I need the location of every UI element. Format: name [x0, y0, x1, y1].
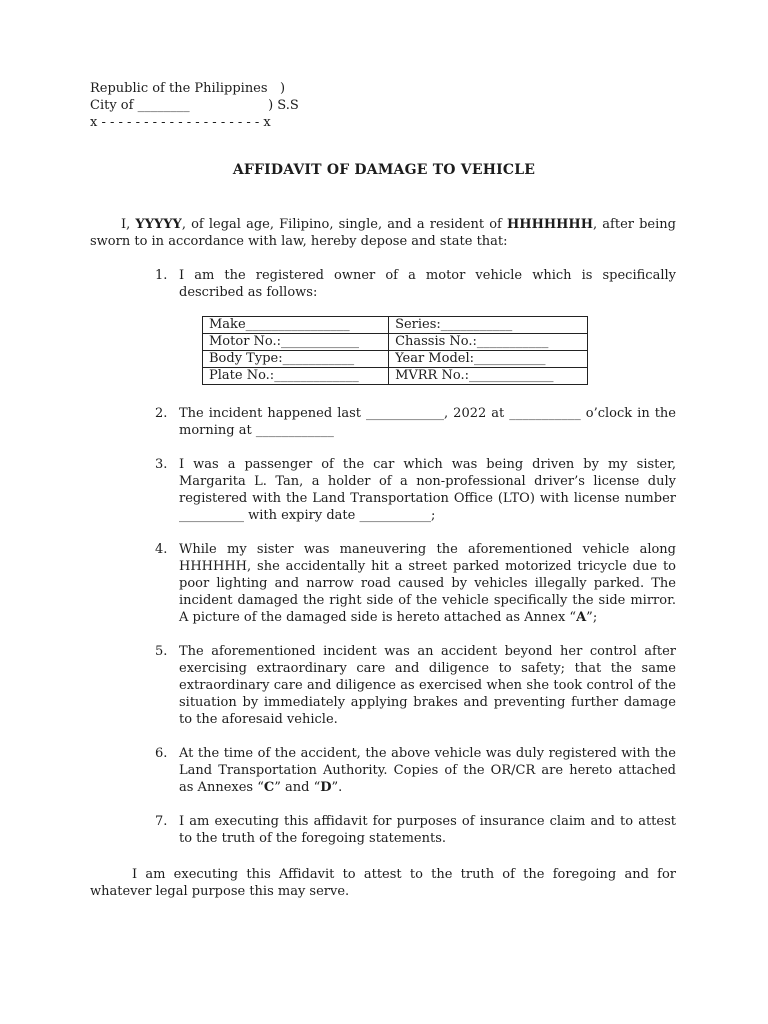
spacer — [155, 796, 676, 813]
closing-paragraph — [90, 866, 676, 900]
item-text: ” and “ — [274, 780, 321, 795]
item-text: I am the registered owner of a motor vehicle which is specifically described as follows: — [179, 268, 676, 300]
venue-separator: x - - - - - - - - - - - - - - - - - - - x — [90, 115, 271, 130]
item-number: 6. — [155, 746, 168, 761]
table-cell: MVRR No.:_____________ — [389, 368, 588, 385]
spacer — [155, 524, 676, 541]
annex-label: A — [576, 610, 587, 625]
intro-text: , after being sworn to in accordance with law, hereby depose and state that: — [90, 217, 676, 249]
venue-caption — [90, 80, 299, 131]
item-text: While my sister was maneuvering the aforementioned vehicle along HHHHHH, she accidentally hit a street parked motorized tricycle due to poor lighting and narrow road caused by vehicles illegally parked. The incident damaged the right side of the vehicle specifically the side mirror. A picture of the damaged side is hereto attached as Annex “ — [179, 542, 676, 625]
closing-text: I am executing this Affidavit to attest to the truth of the foregoing and for whatever legal purpose this may serve. — [90, 867, 676, 899]
table-row — [203, 334, 588, 351]
intro-paragraph — [90, 216, 676, 250]
vehicle-details-table — [202, 316, 588, 385]
spacer — [155, 439, 676, 456]
spacer — [155, 626, 676, 643]
item-text: I am executing this affidavit for purposes of insurance claim and to attest to the truth of the foregoing statements. — [179, 814, 676, 846]
item-number: 3. — [155, 457, 168, 472]
spacer — [155, 728, 676, 745]
table-cell: Chassis No.:___________ — [389, 334, 588, 351]
item-text: The aforementioned incident was an accident beyond her control after exercising extraordinary care and diligence to safety; that the same extraordinary care and diligence as exercised when she took control of the situation by immediately applying brakes and preventing further damage to the aforesaid vehicle. — [179, 644, 676, 727]
item-number: 1. — [155, 268, 168, 283]
annex-label: D — [320, 780, 332, 795]
intro-text: , of legal age, Filipino, single, and a resident of — [181, 217, 508, 232]
annex-label: C — [263, 780, 275, 795]
item-number: 2. — [155, 406, 168, 421]
table-cell: Series:___________ — [389, 317, 588, 334]
table-cell: Year Model:___________ — [389, 351, 588, 368]
table-cell: Plate No.:_____________ — [203, 368, 389, 385]
statement-item — [155, 456, 676, 524]
item-text: At the time of the accident, the above vehicle was duly registered with the Land Transportation Authority. Copies of the OR/CR are hereto attached as Annexes “ — [179, 746, 676, 795]
item-number: 4. — [155, 542, 168, 557]
statement-item — [155, 267, 676, 301]
affiant-residence: HHHHHHH — [507, 217, 593, 232]
statement-item — [155, 643, 676, 728]
item-text: ”; — [586, 610, 598, 625]
statement-item — [155, 541, 676, 626]
affiant-name: YYYYY — [135, 217, 182, 232]
item-number: 7. — [155, 814, 168, 829]
intro-text: I, — [121, 217, 136, 232]
item-text: The incident happened last ____________, 2022 at ___________ o’clock in the morning at ____________ — [179, 406, 676, 438]
statement-item — [155, 813, 676, 847]
venue-republic: Republic of the Philippines ) — [90, 81, 286, 96]
table-cell: Make________________ — [203, 317, 389, 334]
table-cell: Motor No.:____________ — [203, 334, 389, 351]
table-row — [203, 368, 588, 385]
table-cell: Body Type:___________ — [203, 351, 389, 368]
item-number: 5. — [155, 644, 168, 659]
document-title: AFFIDAVIT OF DAMAGE TO VEHICLE — [232, 162, 536, 178]
statement-item — [155, 405, 676, 439]
table-row — [203, 351, 588, 368]
item-text: I was a passenger of the car which was being driven by my sister, Margarita L. Tan, a holder of a non-professional driver’s license duly registered with the Land Transportation Office (LTO) with license number __________ with expiry date ___________; — [179, 457, 676, 523]
venue-city: City of ________ ) S.S — [90, 98, 299, 113]
table-row — [203, 317, 588, 334]
item-text: ”. — [331, 780, 343, 795]
statement-item — [155, 745, 676, 796]
